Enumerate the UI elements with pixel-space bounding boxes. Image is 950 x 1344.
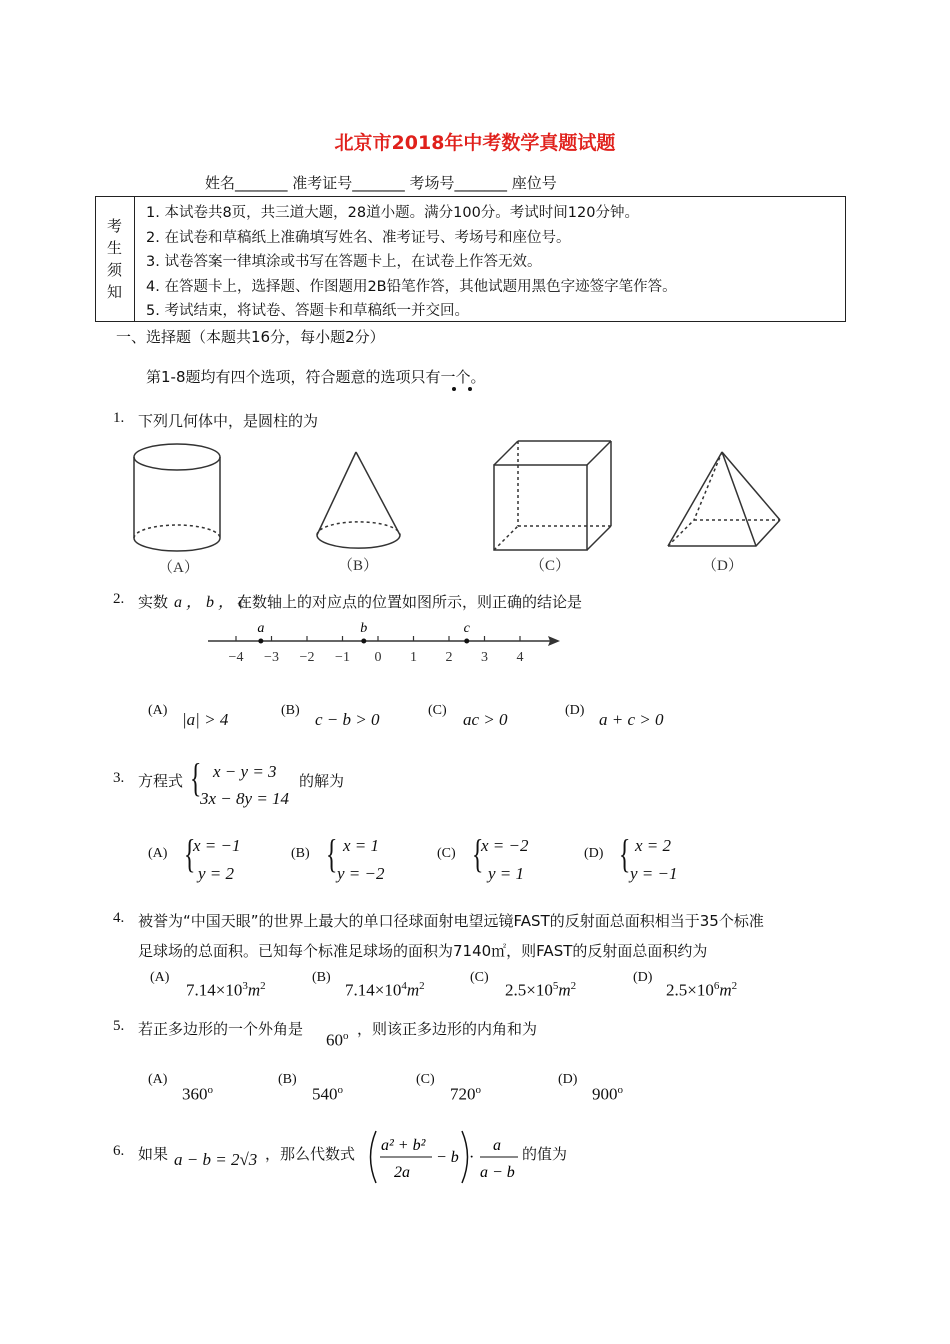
- cylinder-figure: [134, 444, 220, 551]
- cone-figure: [317, 452, 400, 548]
- notice-rule: 4. 在答题卡上，选择题、作图题用2B铅笔作答，其他试题用黑色字迹签字笔作答。: [146, 278, 677, 295]
- q2-option-a-label: (A): [148, 703, 168, 718]
- q5-option-a-label: (A): [148, 1072, 168, 1087]
- q4-line-1: 被誉为“中国天眼”的世界上最大的单口径球面射电望远镜FAST的反射面总面积相当于35个标准: [138, 912, 764, 930]
- notice-label: [96, 197, 135, 321]
- q1-caption-d: （D）: [702, 558, 743, 574]
- q2-option-b-label: (B): [281, 703, 300, 718]
- frac2-denominator: a − b: [480, 1164, 515, 1181]
- q5-option-c-number: 720: [450, 1084, 476, 1104]
- left-paren: [371, 1131, 377, 1183]
- q3-number: 3.: [113, 770, 125, 786]
- degree-symbol: o: [337, 1084, 343, 1096]
- q5-text-b: ，则该正多边形的内角和为: [357, 1020, 538, 1038]
- frac1-denominator: 2a: [394, 1164, 410, 1181]
- q3-option-b-brace: {: [325, 831, 338, 876]
- notice-rules: [146, 201, 677, 324]
- frac1-numerator: a² + b²: [381, 1137, 426, 1154]
- q4-option-a-label: (A): [150, 970, 170, 985]
- axis-point-a: [258, 639, 263, 644]
- q3-option-d-line2: y = −1: [630, 864, 678, 883]
- q3-option-d-line1: x = 2: [635, 836, 672, 855]
- degree-symbol: o: [343, 1030, 349, 1042]
- q3-option-a-line1: x = −1: [193, 836, 241, 855]
- frac2-numerator: a: [493, 1137, 501, 1154]
- q2-number: 2.: [113, 591, 125, 607]
- q5-option-d-label: (D): [558, 1072, 578, 1087]
- q4-option-d-label: (D): [633, 970, 653, 985]
- notice-rule: 5. 考试结束，将试卷、答题卡和草稿纸一并交回。: [146, 303, 469, 319]
- q3-option-a-brace: {: [183, 831, 196, 876]
- axis-tick-label: −3: [264, 650, 279, 665]
- notice-label-char: 生: [107, 239, 123, 257]
- q4-option-a-unit-exp: 2: [260, 980, 266, 992]
- q4-option-c-expr: [505, 980, 576, 1001]
- q4-option-c-unit-exp: 2: [570, 980, 577, 992]
- q3-option-c-brace: {: [471, 831, 484, 876]
- q4-option-a-unit: m: [247, 980, 261, 1000]
- candidate-info-line: 姓名_______ 准考证号_______ 考场号_______ 座位号: [205, 174, 557, 192]
- multiply-dot: ·: [469, 1149, 475, 1166]
- q6-number: 6.: [113, 1143, 125, 1159]
- q5-option-d-number: 900: [592, 1084, 618, 1104]
- emphasis-dot: [468, 387, 472, 391]
- q1-figures: [120, 430, 800, 580]
- q2-option-d-expr: a + c > 0: [599, 710, 664, 729]
- q6-text-c: 的值为: [522, 1145, 568, 1163]
- q4-option-c-base: 2.5×10: [505, 980, 553, 1000]
- q5-option-b-value: [312, 1084, 343, 1105]
- q2-text-b: 在数轴上的对应点的位置如图所示，则正确的结论是: [237, 593, 583, 611]
- q5-option-c-value: [450, 1084, 481, 1105]
- q5-option-d-value: [592, 1084, 623, 1105]
- q3-option-c-line2: y = 1: [488, 864, 525, 883]
- q3-text-b: 的解为: [299, 772, 345, 790]
- axis-point-b: [361, 639, 366, 644]
- q1-caption-c: （C）: [530, 558, 571, 574]
- emphasis-dot: [452, 387, 456, 391]
- axis-tick-label: −1: [335, 650, 350, 665]
- q3-option-b-label: (B): [291, 846, 310, 861]
- q6-text-b: ，那么代数式: [265, 1145, 356, 1163]
- degree-symbol: o: [475, 1084, 481, 1096]
- notice-label-char: 须: [107, 261, 123, 279]
- q2-option-c-expr: ac > 0: [463, 710, 508, 729]
- q4-option-c-label: (C): [470, 970, 489, 985]
- q6-expression: [366, 1128, 521, 1186]
- q3-option-a-label: (A): [148, 846, 168, 861]
- axis-point-label-c: c: [463, 621, 470, 636]
- q4-option-b-unit-exp: 2: [419, 980, 425, 992]
- axis-tick-label: 0: [374, 650, 382, 665]
- q6-condition: a − b = 2√3: [174, 1150, 258, 1169]
- notice-label-char: 知: [107, 283, 123, 301]
- q5-angle-value: 60: [326, 1030, 343, 1050]
- axis-tick-label: 2: [445, 650, 453, 665]
- q3-option-c-label: (C): [437, 846, 456, 861]
- q1-caption-a: （A）: [158, 560, 199, 576]
- notice-label-char: 考: [107, 217, 123, 235]
- degree-symbol: o: [207, 1084, 213, 1096]
- notice-rule: 3. 试卷答案一律填涂或书写在答题卡上，在试卷上作答无效。: [146, 254, 542, 270]
- axis-tick-label: −2: [299, 650, 315, 665]
- q1-number: 1.: [113, 410, 125, 426]
- axis-point-label-b: b: [360, 621, 368, 636]
- q1-caption-b: （B）: [338, 558, 379, 574]
- q5-text-a: 若正多边形的一个外角是: [138, 1020, 304, 1038]
- degree-symbol: o: [617, 1084, 623, 1096]
- q2-option-d-label: (D): [565, 703, 585, 718]
- q2-text-a: 实数: [138, 593, 169, 611]
- notice-box: [95, 196, 846, 322]
- q4-option-b-expr: [345, 980, 425, 1001]
- q3-equation-1: x − y = 3: [213, 762, 277, 781]
- q6-text-a: 如果: [138, 1145, 169, 1163]
- axis-tick-label: 3: [481, 650, 488, 665]
- axis-point-c: [464, 639, 469, 644]
- q3-text-a: 方程式: [138, 772, 184, 790]
- cube-figure: [494, 441, 611, 550]
- q4-option-c-exp: 5: [552, 980, 559, 992]
- q3-option-c-line1: x = −2: [481, 836, 529, 855]
- q4-line-2: 足球场的总面积。已知每个标准足球场的面积为7140㎡，则FAST的反射面总面积约为: [138, 942, 708, 960]
- q4-option-b-label: (B): [312, 970, 331, 985]
- q4-option-d-base: 2.5×10: [666, 980, 714, 1000]
- q5-angle: [326, 1030, 349, 1051]
- q4-option-a-exp: 3: [242, 980, 248, 992]
- number-line: [200, 615, 570, 670]
- q2-option-c-label: (C): [428, 703, 447, 718]
- q3-option-d-label: (D): [584, 846, 604, 861]
- q5-option-b-label: (B): [278, 1072, 297, 1087]
- axis-tick-label: 4: [516, 650, 524, 665]
- q4-option-a-base: 7.14×10: [186, 980, 243, 1000]
- q4-option-b-unit: m: [406, 980, 420, 1000]
- right-paren: [462, 1131, 468, 1183]
- minus-b: − b: [436, 1149, 459, 1166]
- q4-option-b-base: 7.14×10: [345, 980, 402, 1000]
- notice-rule: 2. 在试卷和草稿纸上准确填写姓名、准考证号、考场号和座位号。: [146, 229, 571, 246]
- q3-equation-2: 3x − 8y = 14: [200, 789, 290, 808]
- q4-option-d-expr: [666, 980, 737, 1001]
- q5-option-a-number: 360: [182, 1084, 208, 1104]
- q5-number: 5.: [113, 1018, 125, 1034]
- notice-rule: 1. 本试卷共8页，共三道大题，28道小题。满分100分。考试时间120分钟。: [146, 205, 639, 221]
- pyramid-figure: [668, 452, 780, 546]
- q4-option-c-unit: m: [558, 980, 571, 1000]
- q2-option-b-expr: c − b > 0: [315, 710, 380, 729]
- q5-option-b-number: 540: [312, 1084, 338, 1104]
- q2-option-a-expr: |a| > 4: [182, 710, 229, 729]
- q4-number: 4.: [113, 910, 125, 926]
- q4-option-d-unit-exp: 2: [731, 980, 738, 992]
- axis-point-label-a: a: [257, 621, 265, 636]
- q2-vars: a ， b ， c: [174, 594, 246, 611]
- axis-tick-label: 1: [410, 650, 417, 665]
- q3-system-brace: {: [189, 755, 202, 800]
- q5-option-a-value: [182, 1084, 213, 1105]
- page-title: 北京市2018年中考数学真题试题: [334, 132, 616, 154]
- q4-option-d-exp: 6: [713, 980, 720, 992]
- q4-option-d-unit: m: [719, 980, 732, 1000]
- axis-tick-label: −4: [228, 650, 244, 665]
- section-heading: 一、选择题（本题共16分，每小题2分）: [116, 328, 385, 346]
- section-intro: 第1-8题均有四个选项，符合题意的选项只有一个。: [146, 368, 486, 386]
- q4-option-a-expr: [186, 980, 266, 1001]
- q4-option-b-exp: 4: [401, 980, 407, 992]
- q5-option-c-label: (C): [416, 1072, 435, 1087]
- q3-option-b-line2: y = −2: [337, 864, 385, 883]
- q3-option-b-line1: x = 1: [343, 836, 380, 855]
- q3-option-d-brace: {: [618, 831, 631, 876]
- q3-option-a-line2: y = 2: [198, 864, 235, 883]
- q1-text: 下列几何体中，是圆柱的为: [138, 412, 319, 430]
